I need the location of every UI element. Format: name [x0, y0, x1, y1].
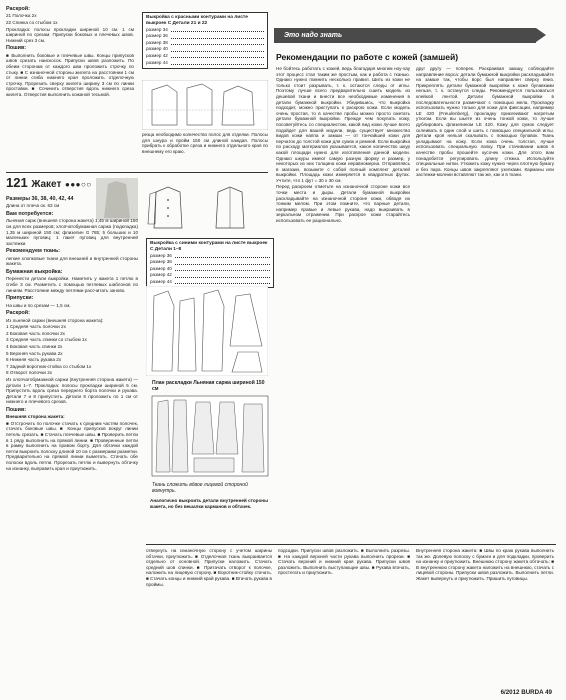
size-box-red-title: Выкройка с красными контурами на листе выкроек С Детали 21 и 22 [146, 15, 248, 26]
layout-plan-diagram [150, 394, 270, 478]
recommendations-text-a: Не бойтесь работать с кожей, ведь благодаря многим ноу-хау этот процесс стал таким же простым, как и работа с тканью. Однако нужно помнить несколько правил. Шить из кожи не только стоит разрывать, т. к. остаются следы от иглы. Поэтому лучше всего предварительно сшить модель из дешевой ткани и внести все необходимые изменения в детали бумажной выкройки. Убедившись, что выкройка подходит, можно приступать к раскрою кожи. Если модель очень простая, то в качестве пробы можно просто сметать детали бумажной выкройки. Прежде чем покупать кожу, посоветуйтесь со специалистом, какой вид кожи лучше всего подойдет для вашей модели, ведь существует множество видов кожи наппа и замши — от тончайшей кожи для перчаток до толстой кожи для сумок и ремней. Если выкройка по расходу материалов указывается, какое количество шкур какой площади нужно для изготовления данной модели. Однако шкуры имеют самую разную форму и размер, у некоторых из них толщина кожи неравномерна. Отправляясь в магазин, возьмите с собой полный комплект деталей выкройки. Площадь кожи измеряется в квадратных футах. Учтите, что 1 фут = 30 х 30 см. [276, 66, 410, 183]
bottom-col-4 [278, 548, 410, 688]
paper-pattern-text: Перенести детали выкройки. Наметить у жакета 1 петлю в сгибе 3 см. Разметить с помощью петлевых шаблонов по линиям. Расстояние между петлями рассчитать заново. [6, 276, 138, 293]
size-row: размер 38 [150, 259, 270, 266]
fabric-heading: Рекомендуем ткань: [6, 248, 61, 255]
sew-text: ■ Отстрочить по полочке стачать к средним частям полочек, стачать боковые швы. ■ Концы припусков вокруг линии петель срезать. ■ Стачать плечевые швы. ■ Проверить петли в 1 ряду выполнить на прямой линии. ■ Проверенные петли в рамку выполнить на правом борту. Для обтачки каждой петли выкроить полоску длиной 10 см с размерами разметки. Предварительно на прямой линии выметать. Стачать обе полоски вдоль петли. Прорезать петлю и вывернуть обтачку на изнанку, выправить края и приутюжить. [6, 420, 138, 471]
vest-cut-item: 22 Спинка со стыбом 1х [6, 20, 58, 25]
paper-pattern-heading: Бумажная выкройка: [6, 268, 63, 275]
allowance-text: На швы и по срезам — 1,5 см. [6, 302, 71, 308]
vest-note [142, 132, 268, 172]
recommendations-text-a2: Перед раскроем отметьте на изнаночной стороне кожи все точки места и дыры. Детали бумажной выкройки раскладывайте на изнаночной стороне кожи, обводя их тонким мелом. При этом помните, что парные детали, например правые и левые рукава, надо выкраивать в зеркальном отражении. При раскрое кожи старайтесь использовать ее рационально. [276, 184, 410, 224]
model-name: Жакет [31, 179, 62, 190]
page-number: 49 [545, 689, 552, 697]
divider [146, 544, 556, 545]
materials-text: Льняная сарж (внешняя сторона жакета) 1,45 м шириной 150 см для всех размеров; хлопчатобумажная саржа (подкладка) 1,35 м шириной 150 см; флизелин G 785; 5 больших и 10 маленьких пуговиц; 1 пакет пуговиц для внутренней застежки. [6, 218, 138, 246]
cut-item: 5 Верхняя часть рукава 2х [6, 350, 63, 356]
model-number: 121 [6, 175, 28, 190]
layout-note-text: Аналогично выкроить детали внутренней стороны жакета, но без вешалки карманов и обтачек. [150, 498, 268, 509]
size-row: размер 36 [150, 252, 270, 259]
size-box-blue-title: Выкройка с синими контурами на листе выкроек С Детали 1–8 [150, 241, 268, 252]
vest-sew-text: ■ Выполнить боковые и плечевые швы. Концы припусков швов срезать наискосок. Припуски швов разложить. По обеим сторонам от каждого шва проложить строчку по стыку. ■ С изнаночной стороны жилета на расстоянии 1 см от линии сгиба нижнего края проложить отделочную строчку. Прорезать сверху жилета ширину 3 см по линии проставки. ■ Сочинить отверстия вдоль нижнего среза жилета. Отверстия выполнить кожаной тесьмой. [6, 52, 134, 97]
cut-item: 2 Боковая часть полочки 2х [6, 330, 65, 336]
cut-text: Из хлопчатобумажной саржи (внутренняя сторона жакета) — детали 1–7. Прокладка: полосы прокладки шириной 5 см. Припустить вдоль среза переднего борта полочки и рукава. Детали 7 и 8 припустить. Детали 8 проложить по 1 см от нижнего и плечевого срезов. [6, 376, 138, 405]
bottom-text-3: отвернуть на изнаночную сторону с учетом ширины обтачки, приутюжить. ■ Отделочная ткань выкраивается отдельно от основной. Припуски наложить. Стачать средний шов спинки. ■ Притачать отворот к полочке, наложить на лицевую сторону. ■ Воротник-стойку стачать. ■ Стачать концы и нижний край рукава. ■ Втачать рукава в проймы. [146, 548, 272, 587]
bottom-col-3 [146, 548, 272, 688]
size-row: размер 44 [150, 279, 270, 286]
recommendations-col-b [416, 66, 554, 536]
model-title [6, 175, 92, 192]
brand-name: BURDA [521, 689, 544, 697]
vest-cut-text: Прокладка: полосы прокладки шириной 10 см. 1 см шириной по срезам. Припуски боковых и плечевых швов. Нижний срез 3 см. [6, 26, 134, 43]
vest-sew-heading: Пошив: [6, 45, 27, 52]
sizes: Размеры 36, 38, 40, 42, 44 [6, 196, 74, 202]
fabric-text: легкие хлопковые ткани для внешней и внутренней стороны жакета. [6, 255, 138, 267]
cut-sub: Из льняной саржи (внешняя сторона жакета): [6, 317, 104, 323]
vest-pattern-diagram [142, 80, 268, 130]
jacket-instructions [6, 194, 138, 690]
sizes-sub: Длина от плеча ок. 63 см [6, 203, 60, 209]
cut-item: 6 Нижняя часть рукава 2х [6, 357, 62, 363]
cut-item: 4 Боковая часть спинки 2х [6, 343, 63, 349]
difficulty-rating: ●●●○○ [65, 180, 92, 189]
bottom-text-4: подсадки. Припуски швов разложить. ■ Выполнить разрезы. ■ На каждой верхней части рукава выполнить прорези. ■ Стачать верхний и нижний края рукава. Припуски швов разложить. Выполнить выступающие швы. ■ Рукава втачать, простегать и приутюжить. [278, 548, 410, 576]
vest-cut-heading: Раскрой: [6, 6, 30, 12]
divider [6, 172, 268, 173]
size-row: размер 42 [146, 53, 264, 60]
vest-cut-item: 21 Полочка 2х [6, 13, 37, 19]
size-box-red [142, 12, 268, 69]
bottom-text-5: Внутренняя сторона жакета: ■ Швы по краю рукава выполнить так же. Долевую полоску с бумаги и для подкладки, проверить на изнанку и приутюжить. Внешнюю сторону жакета обтачать: ■ В внутреннюю сторону жакета наложить на внешнюю, стачать с лицевой стороны. Припуски швов разложить. Выполнить петли. Жакет вывернуть и приутюжить. Пришить пуговицы. [416, 548, 554, 581]
cut-item: 3 Средняя часть спинки со стыбом 1х [6, 337, 87, 343]
layout-plan-title: План раскладки Льняная саржа шириной 150 см [152, 380, 265, 392]
size-row: размер 38 [146, 39, 264, 46]
size-row: размер 36 [146, 33, 264, 40]
sew-sub: Внешняя сторона жакета: [6, 414, 65, 420]
size-row: размер 42 [150, 272, 270, 279]
recommendations-title: Рекомендации по работе с кожей (замшей) [276, 52, 459, 62]
recommendations-col-a [276, 66, 410, 536]
cut-item: 7 Задний воротник-стойка со стыбом 1х [6, 363, 92, 369]
size-row: размер 40 [146, 46, 264, 53]
bottom-col-5 [416, 548, 554, 678]
cut-item: 1 Средняя часть полочки 2х [6, 324, 66, 330]
page-footer [501, 690, 552, 696]
section-banner: Это надо знать [274, 28, 536, 43]
vest-note-text: резца необходимо количество полос для отделки. Полосы для шнура и пройм 150 см длиной каждая. Полосы прибрать к обработке среза и нижнего отдельного края по внешнему его краю. [142, 132, 268, 154]
sew-heading: Пошив: [6, 406, 27, 413]
materials-heading: Вам потребуется: [6, 211, 54, 217]
size-box-blue [146, 238, 274, 288]
layout-caption: Ткань сложить вдвое лицевой стороной вовнутрь. [152, 482, 248, 494]
size-row: размер 44 [146, 59, 264, 66]
size-row: размер 34 [146, 26, 264, 33]
cut-heading: Раскрой: [6, 310, 30, 317]
jacket-technical-drawing [146, 184, 268, 232]
cut-item: 8 Отворот полочки 2х [6, 370, 53, 376]
recommendations-text-b: друг другу — поперек. Раскраивая замшу, соблюдайте направление ворса: детали бумажной выкройки раскладывайте на замше так, чтобы ворс был направлен сверху вниз. Прикреплять детали бумажной выкройки к коже булавками нельзя, т. к. останутся следы. Рекомендуется пользоваться клейкой лентой. Детали бумажной выкройки в последовательности размечают с помощью мела. Прокладку использовать нужно только для кожи для фиксации, например LE 420 (Freudenberg), прокладку приклеивают нагретым утюгом. Если вы шьете из очень тонкой кожи, то лучше дублировать флизелином LE 420. Кожу для сумок следует склеивать в один слой и шить с помощью специальной иглы. Детали кроя нельзя скалывать с помощью булавок. Ткань укладывают на кожу. Если кожа очень толстая, лучше использовать специальную лапку. При стачивании швов в качестве пробы прошейте кусочек кожи. Для этого вам понадобится регулировать длину стежка. Используйте специальные нитки. Утюжить кожу нужно через плотную бумагу и без пара. Концы швов закрепляют узелками. Карманы или застежки-молнии вставляют так же, как и в ткани. [416, 66, 554, 178]
pattern-pieces-diagram [146, 286, 268, 376]
layout-note [150, 498, 268, 538]
issue-number: 6/2012 [500, 689, 520, 697]
vest-instructions [6, 4, 134, 172]
allowance-heading: Припуски: [6, 295, 34, 302]
size-row: размер 40 [150, 265, 270, 272]
